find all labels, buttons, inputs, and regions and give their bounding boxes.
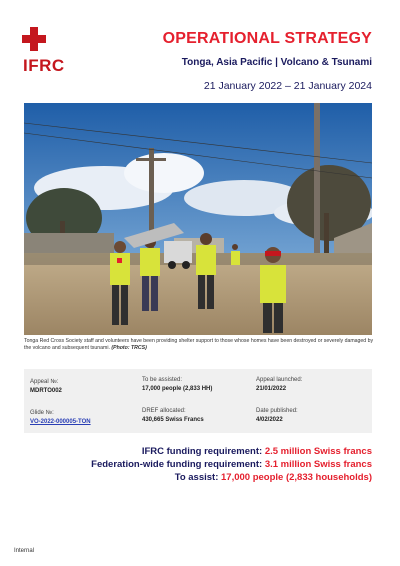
glide-number-cell — [30, 409, 91, 427]
page-title: OPERATIONAL STRATEGY — [162, 30, 372, 47]
appeal-launched-cell — [256, 376, 302, 394]
ifrc-funding-value: 2.5 million Swiss francs — [264, 446, 372, 457]
glide-number-label: Glide №: — [30, 410, 54, 416]
date-range: 21 January 2022 – 21 January 2024 — [203, 80, 372, 92]
ifrc-funding-requirement — [142, 446, 372, 457]
dref-allocated-label: DREF allocated: — [142, 408, 186, 414]
appeal-launched-label: Appeal launched: — [256, 377, 303, 383]
dref-allocated-value: 430,665 Swiss Francs — [142, 417, 204, 423]
federation-funding-label: Federation-wide funding requirement: — [91, 459, 263, 470]
to-be-assisted-value: 17,000 people (2,833 HH) — [142, 386, 213, 392]
logo-text: IFRC — [23, 56, 65, 75]
to-assist-value: 17,000 people (2,833 households) — [221, 472, 372, 483]
classification-label: Internal — [14, 548, 35, 554]
federation-funding-value: 3.1 million Swiss francs — [264, 459, 372, 470]
date-published-value: 4/02/2022 — [256, 417, 283, 423]
to-be-assisted-label: To be assisted: — [142, 377, 183, 383]
caption-text: Tonga Red Cross Society staff and volunteers have been providing shelter support to those whose homes have been destroyed or severely damaged by the volcano and subsequent tsunami. — [24, 338, 374, 351]
appeal-number-value: MDRTO002 — [30, 388, 62, 394]
photo-caption — [24, 338, 376, 352]
appeal-info-box — [24, 369, 372, 433]
caption-credit: (Photo: TRCS) — [111, 345, 147, 351]
federation-funding-requirement — [91, 459, 372, 470]
ifrc-funding-label: IFRC funding requirement: — [141, 446, 263, 457]
cover-photo — [24, 103, 372, 335]
page-subtitle: Tonga, Asia Pacific | Volcano & Tsunami — [181, 57, 372, 68]
date-published-label: Date published: — [256, 408, 298, 414]
date-published-cell — [256, 407, 298, 425]
to-assist-line — [175, 472, 372, 483]
appeal-number-label: Appeal №: — [30, 379, 59, 385]
glide-number-link[interactable]: VO-2022-000005-TON — [30, 419, 91, 425]
to-assist-label: To assist: — [174, 472, 219, 483]
red-cross-crescent-icon — [22, 27, 82, 57]
appeal-launched-value: 21/01/2022 — [256, 386, 287, 392]
to-be-assisted-cell — [142, 376, 212, 394]
dref-allocated-cell — [142, 407, 204, 425]
appeal-number-cell — [30, 378, 62, 396]
